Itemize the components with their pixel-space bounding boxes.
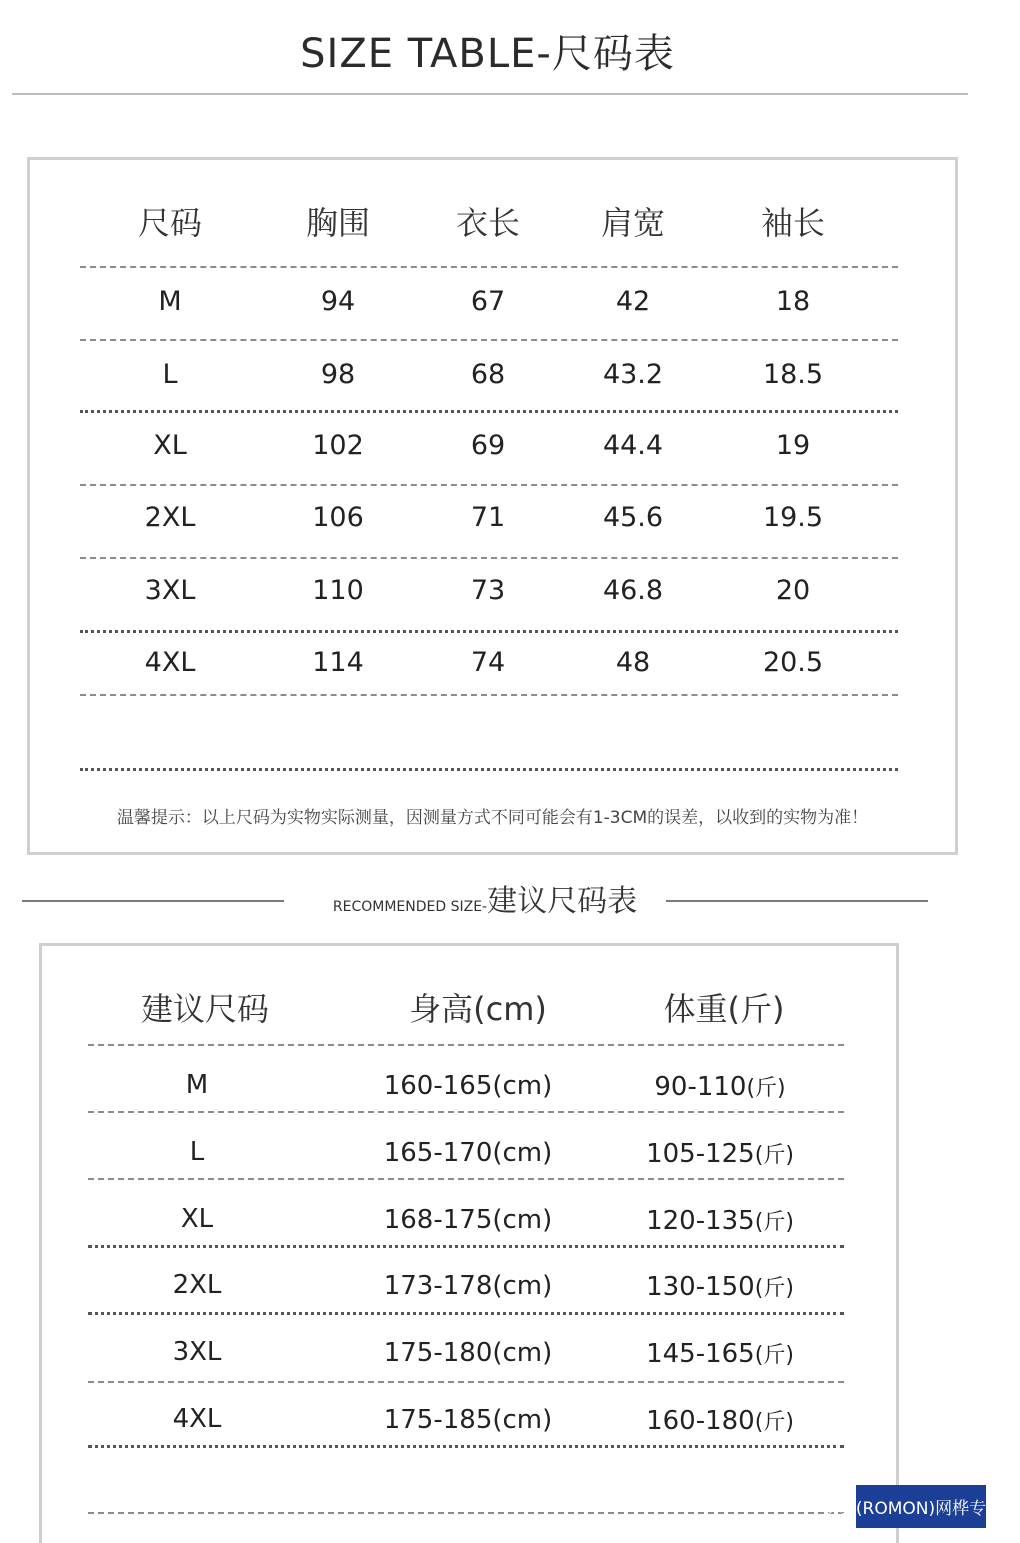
size-table-cell: 2XL — [144, 502, 196, 533]
size-table-cell: M — [158, 286, 182, 317]
recommended-size-cell: M — [185, 1070, 209, 1100]
recommended-size-cell: 2XL — [172, 1270, 222, 1300]
store-watermark-badge: 罗蒙(ROMON)网桦专卖店 — [856, 1485, 986, 1528]
recommended-header-cell: 体重(斤) — [663, 990, 785, 1028]
recommended-height-cell: 175-185(cm) — [383, 1405, 553, 1435]
recommended-row-divider — [88, 1245, 844, 1248]
row-divider — [80, 339, 898, 341]
row-divider — [80, 630, 898, 633]
size-table-cell: 114 — [312, 647, 364, 678]
size-table-cell: 94 — [320, 286, 356, 317]
recommended-weight-cell — [646, 1405, 794, 1436]
size-table-cell: 68 — [470, 359, 506, 390]
row-divider — [80, 266, 898, 268]
weight-range: 90-110 — [654, 1072, 747, 1102]
row-divider — [80, 694, 898, 696]
size-table-cell: 73 — [470, 575, 506, 606]
size-table-cell: 19 — [775, 430, 811, 461]
size-table-cell: 20.5 — [762, 647, 824, 678]
recommended-height-cell: 165-170(cm) — [383, 1138, 553, 1168]
size-table-cell: 4XL — [144, 647, 196, 678]
size-table-cell: XL — [153, 430, 187, 461]
size-header-cell: 胸围 — [305, 204, 371, 242]
recommended-weight-cell — [646, 1205, 794, 1236]
row-divider — [80, 768, 898, 771]
measurement-note: 温馨提示：以上尺码为实物实际测量，因测量方式不同可能会有1-3CM的误差，以收到的实物为准！ — [116, 808, 869, 828]
recommended-row-divider — [88, 1111, 844, 1113]
size-table-cell: 18 — [775, 286, 811, 317]
size-table-cell: 19.5 — [762, 502, 824, 533]
size-header-cell: 袖长 — [760, 204, 826, 242]
recommended-header-cell: 建议尺码 — [140, 990, 270, 1028]
weight-range: 130-150 — [646, 1272, 755, 1302]
recommended-weight-cell — [646, 1138, 794, 1169]
size-table-cell: 67 — [470, 286, 506, 317]
recommended-subtitle-cn: 建议尺码表 — [487, 884, 638, 919]
size-table-cell: 74 — [470, 647, 506, 678]
size-table-cell: L — [162, 359, 178, 390]
size-table-cell: 69 — [470, 430, 506, 461]
size-table-cell: 98 — [320, 359, 356, 390]
weight-range: 105-125 — [646, 1139, 755, 1169]
recommended-height-cell: 175-180(cm) — [383, 1338, 553, 1368]
size-table-cell: 46.8 — [602, 575, 664, 606]
recommended-weight-cell — [646, 1338, 794, 1369]
recommended-table-panel — [39, 943, 899, 1543]
recommended-row-divider — [88, 1178, 844, 1180]
weight-unit: (斤) — [754, 1143, 794, 1168]
size-table-cell: 106 — [312, 502, 364, 533]
recommended-height-cell: 173-178(cm) — [383, 1271, 553, 1301]
size-table-cell: 102 — [312, 430, 364, 461]
size-table-cell: 20 — [775, 575, 811, 606]
recommended-row-divider — [88, 1312, 844, 1315]
size-table-cell: 42 — [615, 286, 651, 317]
recommended-subtitle-en: RECOMMENDED SIZE- — [332, 899, 488, 915]
size-table-cell: 18.5 — [762, 359, 824, 390]
size-table-cell: 43.2 — [602, 359, 664, 390]
weight-range: 145-165 — [646, 1339, 755, 1369]
recommended-row-divider — [88, 1512, 844, 1514]
recommended-size-cell: 4XL — [172, 1404, 222, 1434]
size-header-cell: 衣长 — [455, 204, 521, 242]
recommended-weight-cell — [654, 1071, 785, 1102]
size-table-cell: 71 — [470, 502, 506, 533]
page-title: SIZE TABLE-尺码表 — [300, 31, 675, 77]
weight-unit: (斤) — [754, 1276, 794, 1301]
recommended-size-cell: 3XL — [172, 1337, 222, 1367]
weight-unit: (斤) — [754, 1410, 794, 1435]
size-table-cell: 45.6 — [602, 502, 664, 533]
size-table-cell: 48 — [615, 647, 651, 678]
size-header-cell: 尺码 — [137, 204, 203, 242]
recommended-row-divider — [88, 1044, 844, 1046]
recommended-height-cell: 168-175(cm) — [383, 1205, 553, 1235]
row-divider — [80, 557, 898, 559]
weight-range: 120-135 — [646, 1206, 755, 1236]
size-table-cell: 110 — [312, 575, 364, 606]
row-divider — [80, 484, 898, 486]
recommended-weight-cell — [646, 1271, 794, 1302]
title-divider — [12, 93, 968, 95]
recommended-size-cell: XL — [180, 1204, 214, 1234]
size-header-cell: 肩宽 — [600, 204, 666, 242]
row-divider — [80, 410, 898, 413]
weight-unit: (斤) — [754, 1210, 794, 1235]
recommended-subtitle — [0, 876, 970, 920]
recommended-header-cell: 身高(cm) — [409, 990, 547, 1028]
recommended-height-cell: 160-165(cm) — [383, 1071, 553, 1101]
recommended-row-divider — [88, 1381, 844, 1383]
weight-range: 160-180 — [646, 1406, 755, 1436]
weight-unit: (斤) — [746, 1076, 786, 1101]
weight-unit: (斤) — [754, 1343, 794, 1368]
recommended-row-divider — [88, 1445, 844, 1448]
size-table-cell: 3XL — [144, 575, 196, 606]
size-table-cell: 44.4 — [602, 430, 664, 461]
recommended-size-cell: L — [189, 1137, 205, 1167]
